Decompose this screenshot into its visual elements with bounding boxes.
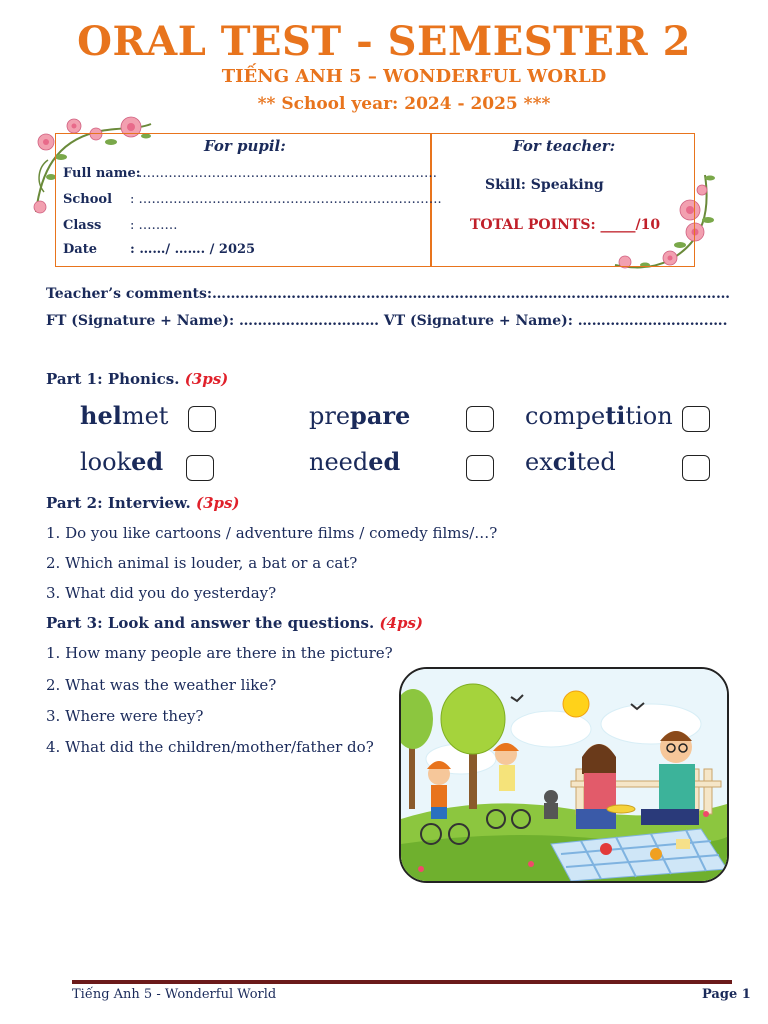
checkbox-word-6[interactable] xyxy=(682,455,710,481)
class-field[interactable]: : ……… xyxy=(130,218,178,233)
skill-label: Skill: Speaking xyxy=(485,177,604,193)
part2-question-2: 2. Which animal is louder, a bat or a cat? xyxy=(46,554,358,572)
part3-question-2: 2. What was the weather like? xyxy=(46,676,277,694)
fullname-field[interactable]: …………………………………………………………… xyxy=(138,166,437,181)
part2-question-1: 1. Do you like cartoons / adventure films / comedy films/…? xyxy=(46,524,498,542)
teacher-heading: For teacher: xyxy=(513,137,616,155)
picnic-scene-icon xyxy=(401,669,727,881)
date-field[interactable]: : ……/ ……. / 2025 xyxy=(130,242,256,257)
phonics-word-2: prepare xyxy=(309,401,411,430)
part1-title: Part 1: Phonics. xyxy=(46,370,180,388)
part2-question-3: 3. What did you do yesterday? xyxy=(46,584,277,602)
part2-points: (3ps) xyxy=(195,494,240,512)
checkbox-word-4[interactable] xyxy=(186,455,214,481)
total-points[interactable]: TOTAL POINTS: _____/10 xyxy=(470,217,661,233)
part1-heading xyxy=(46,370,228,388)
teacher-comments[interactable]: Teacher’s comments:………………………………………………………………………………………………… xyxy=(46,286,731,302)
info-box xyxy=(55,133,695,267)
phonics-word-1: helmet xyxy=(80,401,169,430)
footer-course: Tiếng Anh 5 - Wonderful World xyxy=(72,987,277,1002)
part3-title: Part 3: Look and answer the questions. xyxy=(46,614,375,632)
part1-points: (3ps) xyxy=(184,370,229,388)
date-label: Date xyxy=(63,242,97,257)
class-label: Class xyxy=(63,218,102,233)
checkbox-word-5[interactable] xyxy=(466,455,494,481)
school-field[interactable]: : ……………………………………………………………. xyxy=(130,192,442,207)
checkbox-word-3[interactable] xyxy=(682,406,710,432)
part2-title: Part 2: Interview. xyxy=(46,494,191,512)
phonics-word-5: needed xyxy=(309,447,401,476)
part3-question-4: 4. What did the children/mother/father do? xyxy=(46,738,374,756)
part2-heading xyxy=(46,494,240,512)
page-title: ORAL TEST - SEMESTER 2 xyxy=(77,18,691,65)
signatures[interactable]: FT (Signature + Name): ………………………… VT (Signature + Name): ……………………….…. xyxy=(46,313,728,329)
phonics-word-6: excited xyxy=(525,447,616,476)
part3-question-1: 1. How many people are there in the picture? xyxy=(46,644,393,662)
footer-page-number: Page 1 xyxy=(702,987,751,1002)
phonics-word-4: looked xyxy=(80,447,164,476)
school-label: School xyxy=(63,192,113,207)
part3-heading xyxy=(46,614,423,632)
footer-divider xyxy=(72,980,732,984)
school-year: ** School year: 2024 - 2025 *** xyxy=(257,94,551,114)
checkbox-word-2[interactable] xyxy=(466,406,494,432)
fullname-label: Full name: xyxy=(63,166,141,181)
part3-points: (4ps) xyxy=(379,614,424,632)
pupil-heading: For pupil: xyxy=(204,137,286,155)
phonics-word-3: competition xyxy=(525,401,673,430)
part3-question-3: 3. Where were they? xyxy=(46,707,204,725)
checkbox-word-1[interactable] xyxy=(188,406,216,432)
picnic-illustration xyxy=(399,667,729,883)
sun-icon xyxy=(563,691,589,717)
page-subtitle: TIẾNG ANH 5 – WONDERFUL WORLD xyxy=(221,66,607,87)
